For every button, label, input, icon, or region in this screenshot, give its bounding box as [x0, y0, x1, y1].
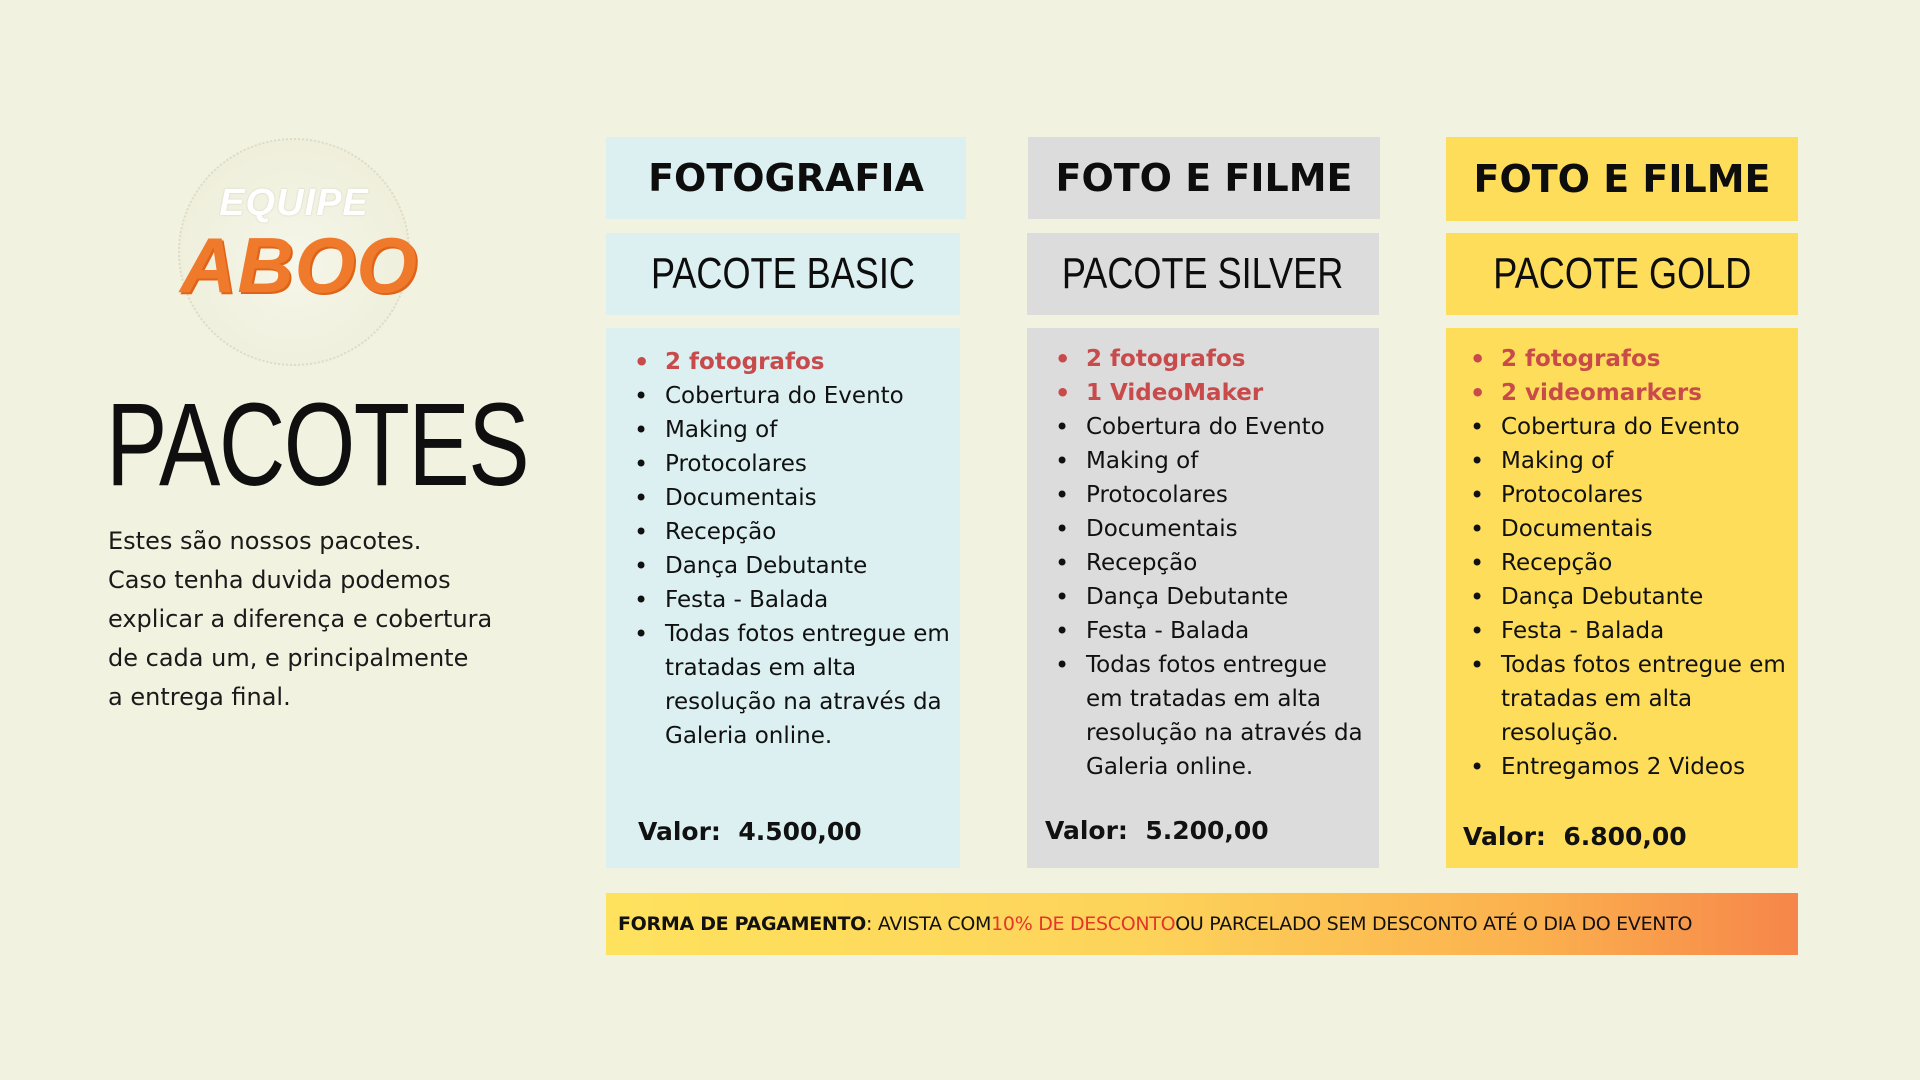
feature-item: • Making of: [1470, 444, 1788, 478]
package-basic-header: FOTOGRAFIA: [606, 137, 966, 219]
feature-item: • Protocolares: [1470, 478, 1788, 512]
feature-item: • Festa - Balada: [634, 583, 950, 617]
feature-list: [1470, 342, 1788, 784]
payment-separator: : AVISTA COM: [866, 913, 992, 935]
payment-terms: OU PARCELADO SEM DESCONTO ATÉ O DIA DO EVENTO: [1175, 913, 1693, 935]
package-gold-header: FOTO E FILME: [1446, 137, 1798, 221]
feature-item: • Protocolares: [1055, 478, 1369, 512]
intro-line: de cada um, e principalmente: [108, 644, 469, 672]
logo-text-equipe: EQUIPE: [219, 182, 369, 224]
feature-item: • Todas fotos entregue em tratadas em alta resolução.: [1470, 648, 1788, 750]
package-price: Valor: 6.800,00: [1463, 822, 1687, 851]
feature-highlight: • 2 fotografos: [1470, 342, 1788, 376]
feature-item: • Todas fotos entregue em tratadas em alta resolução na através da Galeria online.: [634, 617, 950, 753]
feature-item: • Cobertura do Evento: [1055, 410, 1369, 444]
feature-highlight: • 2 fotografos: [634, 345, 950, 379]
package-name-label: PACOTE BASIC: [651, 249, 915, 298]
feature-item: • Todas fotos entregue em tratadas em alta resolução na através da Galeria online.: [1055, 648, 1369, 784]
feature-item: • Cobertura do Evento: [1470, 410, 1788, 444]
feature-item: • Documentais: [1055, 512, 1369, 546]
package-silver-header: FOTO E FILME: [1028, 137, 1380, 219]
package-gold-card: [1446, 328, 1798, 868]
feature-item: • Festa - Balada: [1470, 614, 1788, 648]
payment-label: FORMA DE PAGAMENTO: [618, 913, 867, 935]
payment-discount: 10% DE DESCONTO: [991, 913, 1176, 935]
feature-item: • Dança Debutante: [1055, 580, 1369, 614]
package-gold-name: [1446, 233, 1798, 315]
feature-highlight: • 2 fotografos: [1055, 342, 1369, 376]
brand-logo: [178, 138, 418, 366]
page-title: PACOTES: [106, 379, 529, 511]
package-basic-card: [606, 328, 960, 868]
feature-item: • Dança Debutante: [1470, 580, 1788, 614]
package-silver-card: [1027, 328, 1379, 868]
feature-item: • Festa - Balada: [1055, 614, 1369, 648]
feature-item: • Protocolares: [634, 447, 950, 481]
feature-list: [634, 345, 950, 753]
logo-text-aboo: ABOO: [180, 221, 418, 309]
package-name-label: PACOTE SILVER: [1062, 249, 1344, 298]
intro-text: [108, 522, 548, 717]
feature-item: • Entregamos 2 Videos: [1470, 750, 1788, 784]
intro-line: Caso tenha duvida podemos: [108, 566, 451, 594]
feature-item: • Dança Debutante: [634, 549, 950, 583]
intro-line: explicar a diferença e cobertura: [108, 605, 493, 633]
feature-item: • Documentais: [634, 481, 950, 515]
payment-banner: [606, 893, 1798, 955]
feature-highlight: • 1 VideoMaker: [1055, 376, 1369, 410]
feature-highlight: • 2 videomarkers: [1470, 376, 1788, 410]
feature-item: • Documentais: [1470, 512, 1788, 546]
intro-line: a entrega final.: [108, 683, 291, 711]
package-name-label: PACOTE GOLD: [1493, 249, 1751, 298]
feature-item: • Recepção: [634, 515, 950, 549]
package-silver-name: [1027, 233, 1379, 315]
feature-list: [1055, 342, 1369, 784]
package-price: Valor: 4.500,00: [638, 817, 862, 846]
package-price: Valor: 5.200,00: [1045, 816, 1269, 845]
feature-item: • Recepção: [1055, 546, 1369, 580]
feature-item: • Recepção: [1470, 546, 1788, 580]
feature-item: • Making of: [1055, 444, 1369, 478]
intro-line: Estes são nossos pacotes.: [108, 527, 422, 555]
feature-item: • Cobertura do Evento: [634, 379, 950, 413]
feature-item: • Making of: [634, 413, 950, 447]
package-basic-name: [606, 233, 960, 315]
